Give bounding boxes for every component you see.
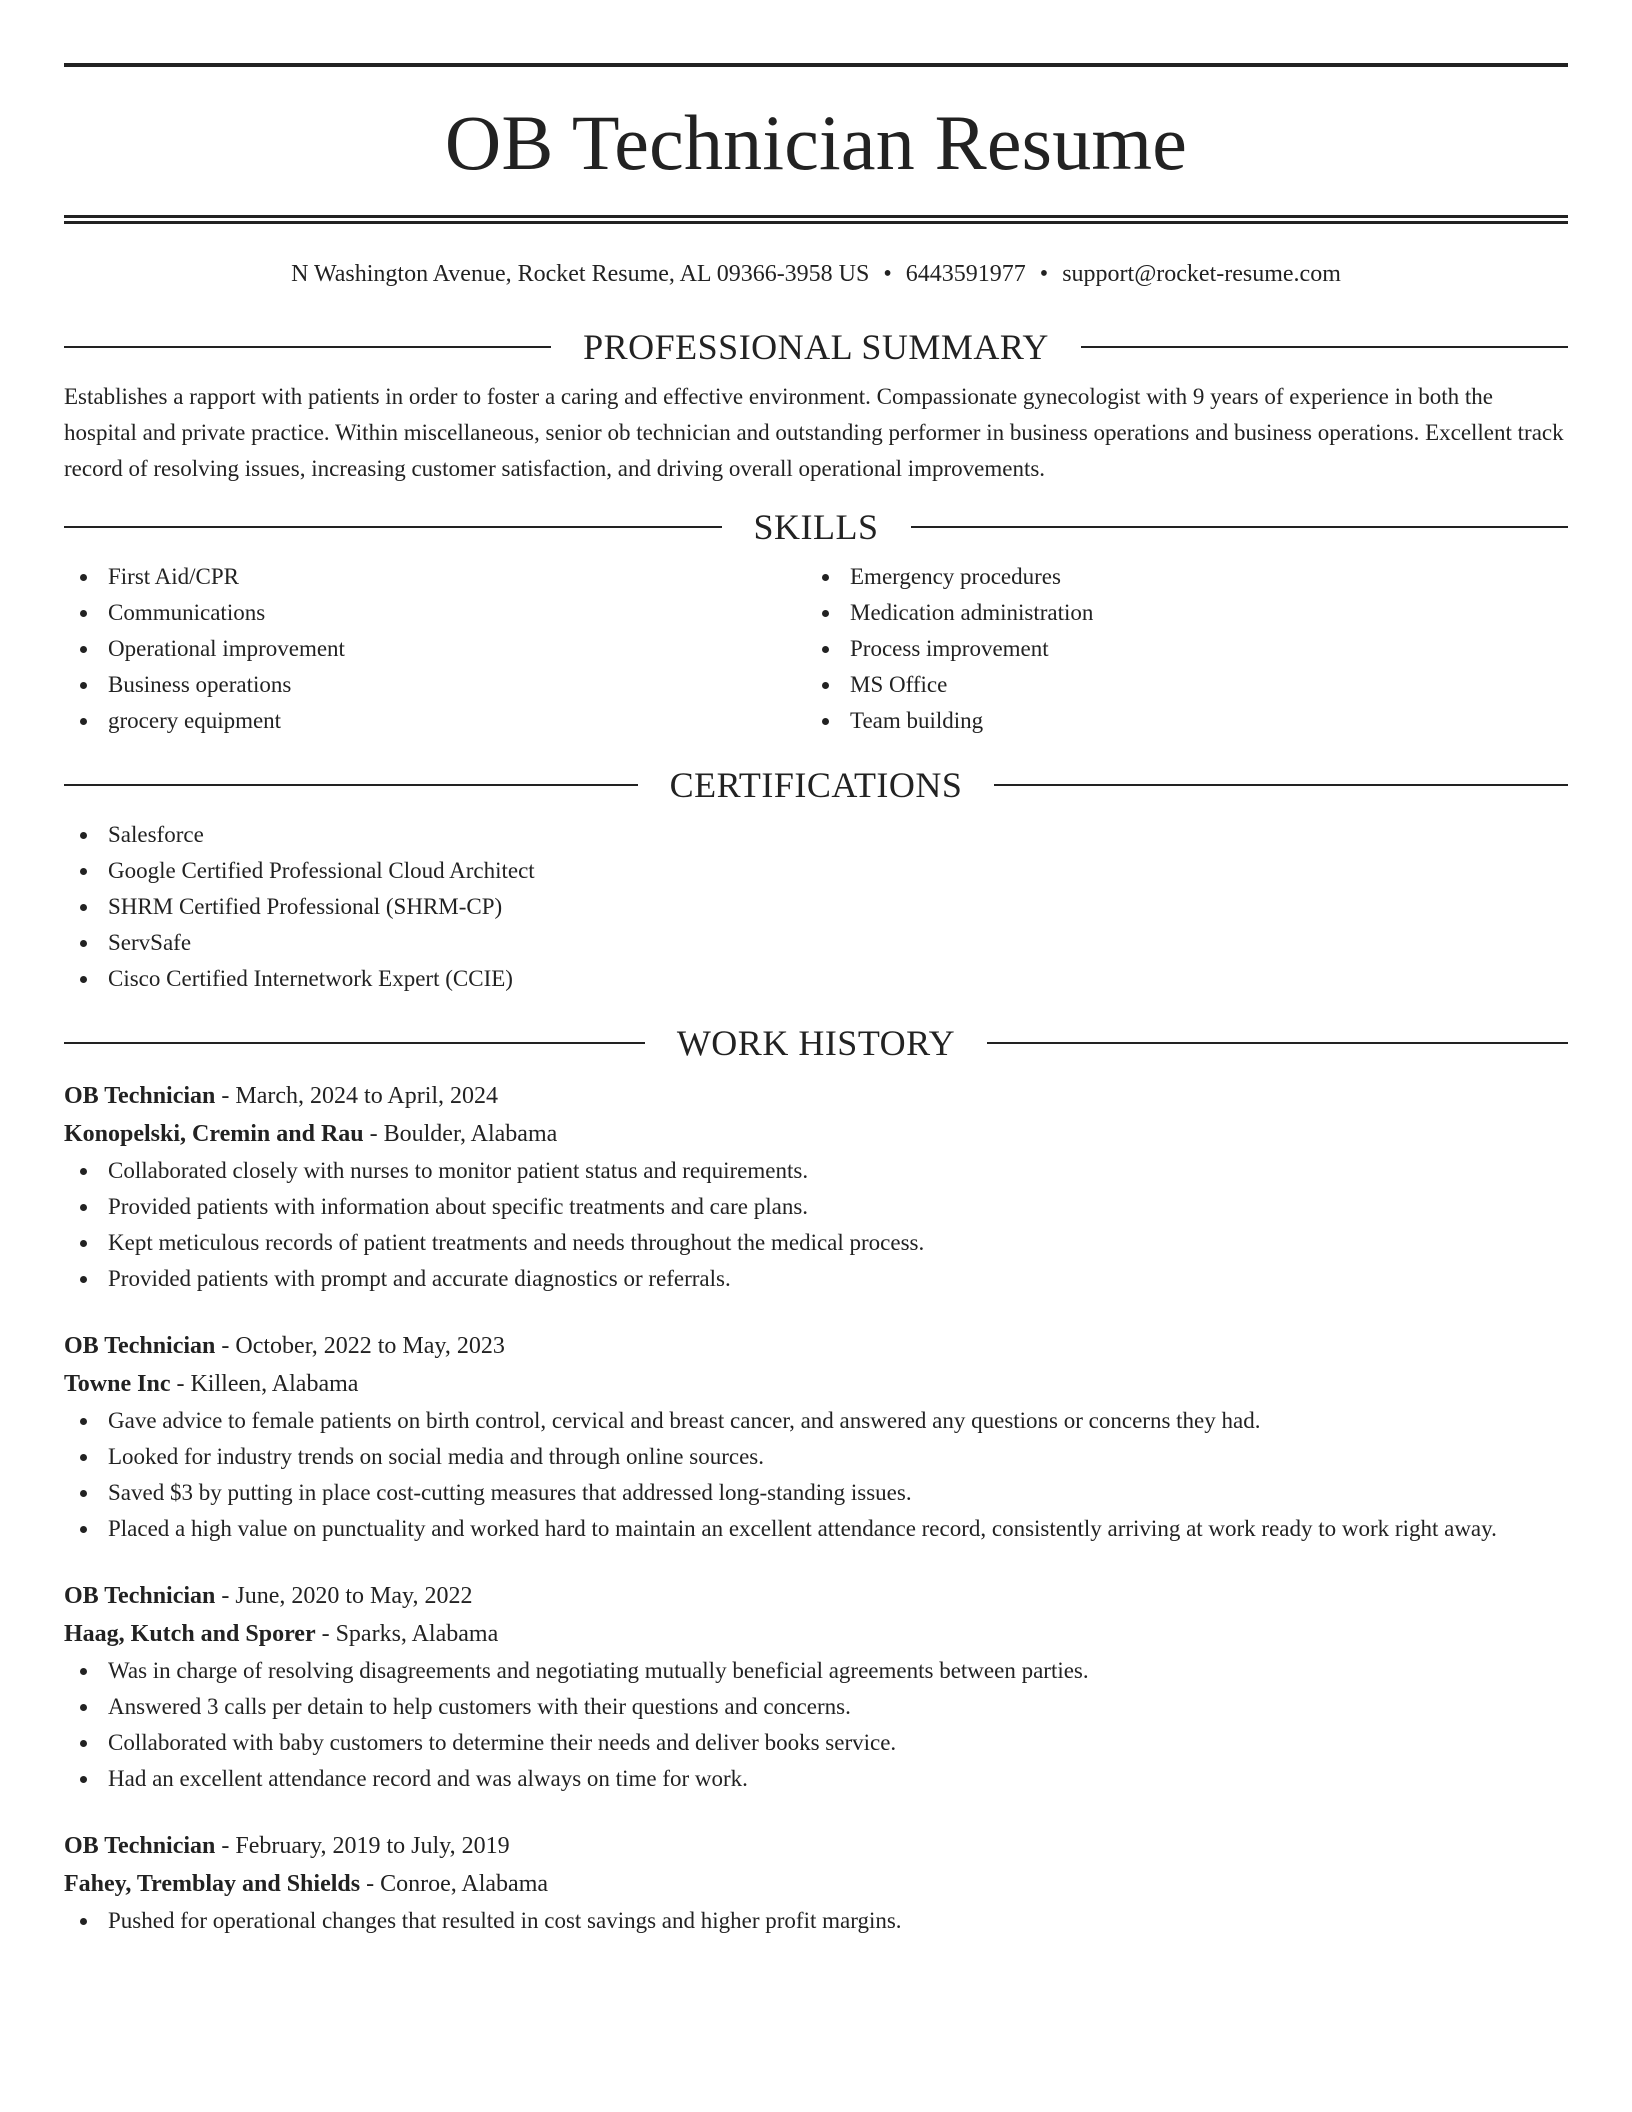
heading-rule [64,346,551,348]
title-double-rule [64,215,1568,224]
skill-item: Operational improvement [64,631,806,667]
job-duty: Answered 3 calls per detain to help customers with their questions and concerns. [64,1689,1568,1725]
job-entry [64,1327,1568,1547]
section-heading-certifications [64,765,1568,805]
job-title: OB Technician [64,1333,216,1359]
job-company-line [64,1865,1568,1903]
skills-grid [64,559,1568,739]
contact-phone: 6443591977 [905,261,1026,287]
heading-rule [64,784,638,786]
job-duty: Looked for industry trends on social media and through online sources. [64,1439,1568,1475]
heading-rule [994,784,1568,786]
job-location: - Sparks, Alabama [315,1621,499,1647]
job-company: Fahey, Tremblay and Shields [64,1871,361,1897]
job-dates: - June, 2020 to May, 2022 [215,1583,473,1609]
job-company-line [64,1115,1568,1153]
job-title-line [64,1077,1568,1115]
job-duty: Provided patients with information about specific treatments and care plans. [64,1189,1568,1225]
contact-separator: • [1039,261,1049,287]
certifications-list [64,817,1568,997]
skill-item: Communications [64,595,806,631]
job-duties-list [64,1903,1568,1939]
job-title: OB Technician [64,1583,216,1609]
skill-item: First Aid/CPR [64,559,806,595]
section-heading-work-history [64,1023,1568,1063]
top-rule [64,63,1568,67]
job-duties-list [64,1653,1568,1797]
skill-item: Business operations [64,667,806,703]
contact-separator: • [883,261,892,287]
section-title: CERTIFICATIONS [669,765,963,805]
skill-item: Medication administration [806,595,1548,631]
skills-list-right [806,559,1548,739]
section-heading-skills [64,507,1568,547]
job-company-line [64,1615,1568,1653]
job-duty: Provided patients with prompt and accurate diagnostics or referrals. [64,1261,1568,1297]
job-duty: Had an excellent attendance record and was always on time for work. [64,1761,1568,1797]
job-title-line [64,1327,1568,1365]
job-company: Towne Inc [64,1371,171,1397]
skill-item: MS Office [806,667,1548,703]
job-title: OB Technician [64,1833,216,1859]
job-location: - Conroe, Alabama [360,1871,549,1897]
section-heading-summary [64,327,1568,367]
job-company-line [64,1365,1568,1403]
summary-paragraph: Establishes a rapport with patients in order to foster a caring and effective environment. Compassionate gynecologist with 9 years of experience in both the hospital and private practice. Within miscellaneous, senior ob technician and outstanding performer in business operations and business operations. Excellent track record of resolving issues, increasing customer satisfaction, and driving overall operational improvements. [64,384,1564,481]
job-duty: Collaborated with baby customers to determine their needs and deliver books service. [64,1725,1568,1761]
certification-item: ServSafe [64,925,1568,961]
resume-page [64,0,1568,1939]
job-dates: - October, 2022 to May, 2023 [215,1333,505,1359]
contact-email[interactable]: support@rocket-resume.com [1062,261,1341,287]
certification-item: Salesforce [64,817,1568,853]
job-title: OB Technician [64,1083,216,1109]
job-duties-list [64,1153,1568,1297]
job-duty: Collaborated closely with nurses to monitor patient status and requirements. [64,1153,1568,1189]
job-entry [64,1077,1568,1297]
job-location: - Boulder, Alabama [363,1121,558,1147]
heading-rule [64,526,722,528]
skill-item: Team building [806,703,1548,739]
page-title: OB Technician Resume [444,99,1188,186]
job-duties-list [64,1403,1568,1547]
section-title: SKILLS [753,507,879,547]
certification-item: Google Certified Professional Cloud Architect [64,853,1568,889]
job-duty: Gave advice to female patients on birth control, cervical and breast cancer, and answered any questions or concerns they had. [64,1403,1568,1439]
heading-rule [987,1042,1568,1044]
certification-item: SHRM Certified Professional (SHRM-CP) [64,889,1568,925]
certification-item: Cisco Certified Internetwork Expert (CCIE) [64,961,1568,997]
job-title-line [64,1827,1568,1865]
heading-rule [911,526,1569,528]
contact-address: N Washington Avenue, Rocket Resume, AL 09366-3958 US [291,261,870,287]
skill-item: Emergency procedures [806,559,1548,595]
job-entry [64,1577,1568,1797]
job-location: - Killeen, Alabama [170,1371,359,1397]
skill-item: Process improvement [806,631,1548,667]
heading-rule [64,1042,645,1044]
section-title: WORK HISTORY [676,1023,956,1063]
section-title: PROFESSIONAL SUMMARY [583,327,1049,367]
job-duty: Saved $3 by putting in place cost-cutting measures that addressed long-standing issues. [64,1475,1568,1511]
heading-rule [1081,346,1568,348]
job-company: Konopelski, Cremin and Rau [64,1121,364,1147]
job-dates: - February, 2019 to July, 2019 [215,1833,510,1859]
job-duty: Was in charge of resolving disagreements and negotiating mutually beneficial agreements between parties. [64,1653,1568,1689]
job-duty: Kept meticulous records of patient treatments and needs throughout the medical process. [64,1225,1568,1261]
job-entry [64,1827,1568,1939]
skill-item: grocery equipment [64,703,806,739]
skills-list-left [64,559,806,739]
job-dates: - March, 2024 to April, 2024 [215,1083,499,1109]
job-duty: Placed a high value on punctuality and worked hard to maintain an excellent attendance record, consistently arriving at work ready to work right away. [64,1511,1568,1547]
job-title-line [64,1577,1568,1615]
contact-line [64,258,1568,290]
job-company: Haag, Kutch and Sporer [64,1621,316,1647]
job-duty: Pushed for operational changes that resulted in cost savings and higher profit margins. [64,1903,1568,1939]
